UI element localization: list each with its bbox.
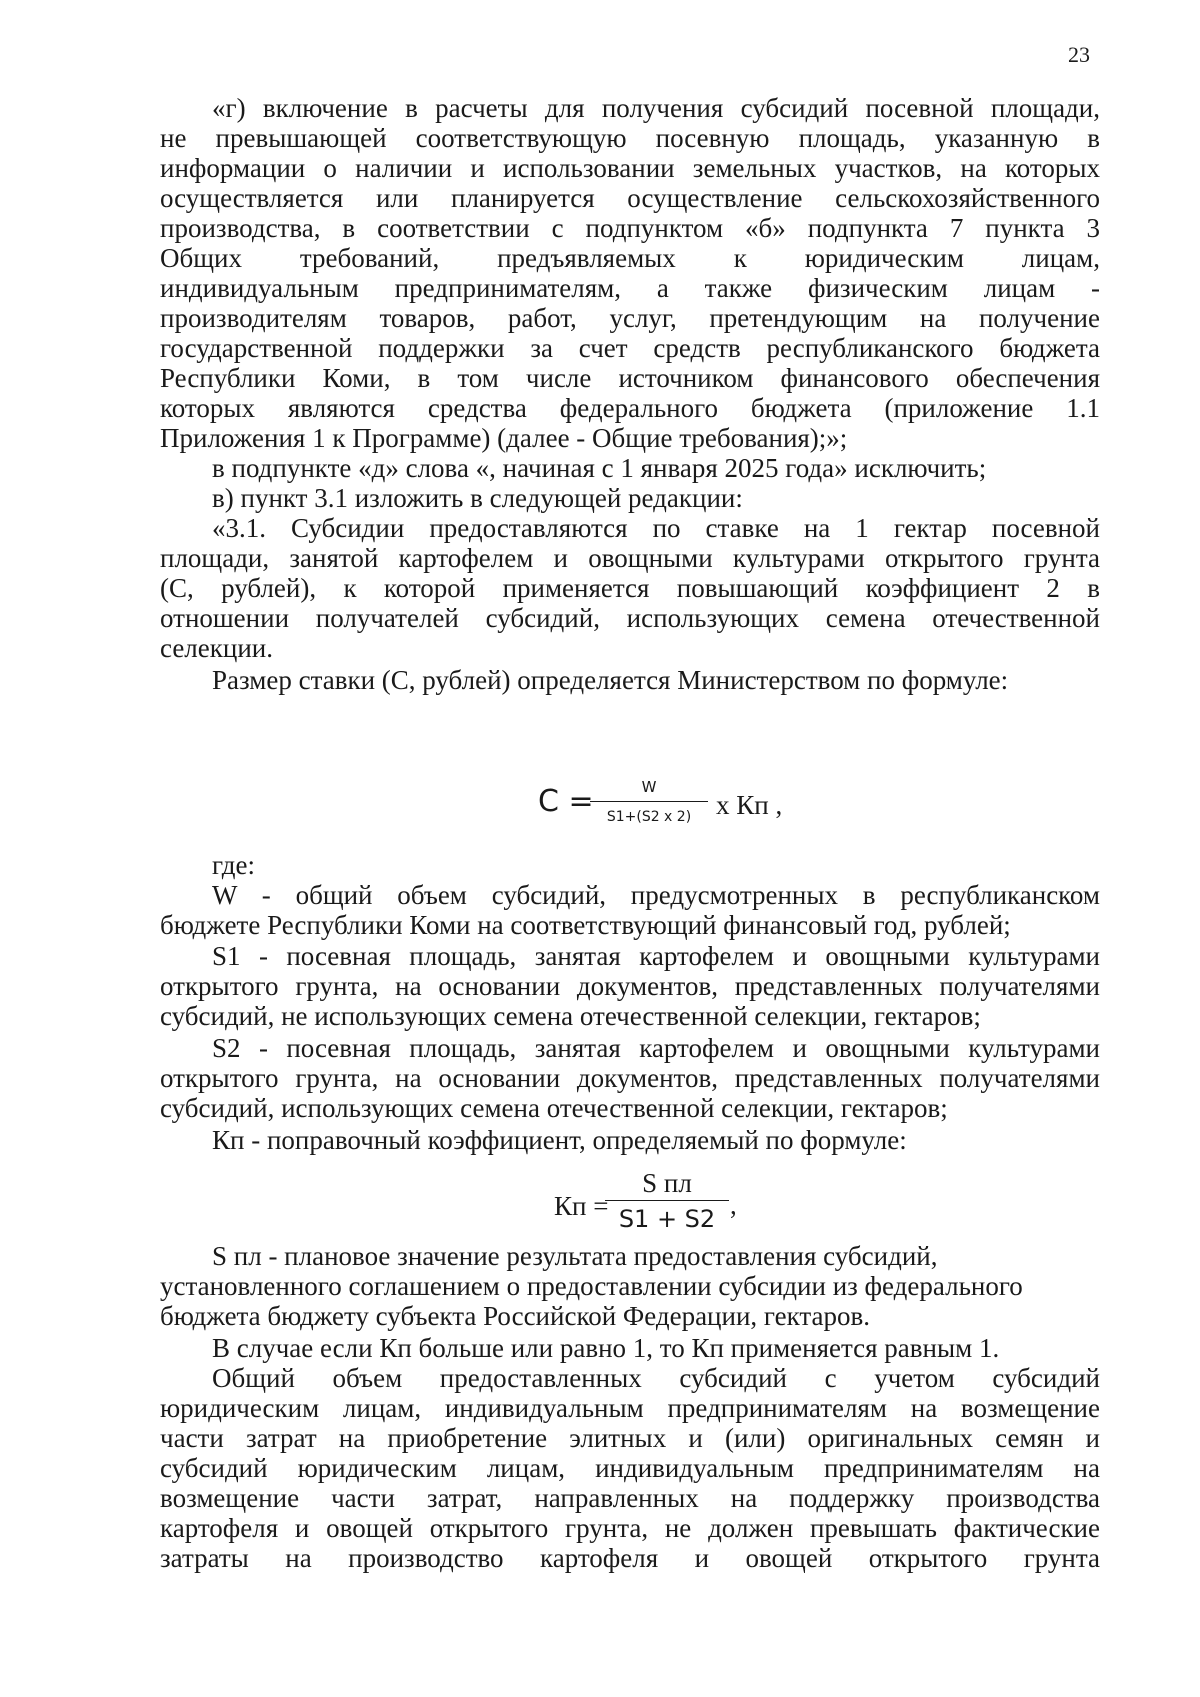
text-line: открытого грунта, на основании документов, представленных получателями	[160, 1063, 1100, 1093]
text-line: которых являются средства федерального бюджета (приложение 1.1	[160, 393, 1100, 423]
text-line: S пл - плановое значение результата предоставления субсидий,	[212, 1241, 938, 1271]
text-line: Приложения 1 к Программе) (далее - Общие требования);»;	[160, 423, 848, 453]
formula-fraction	[590, 776, 708, 828]
text-line: W - общий объем субсидий, предусмотренных в республиканском	[212, 880, 1100, 910]
text-line: Общих требований, предъявляемых к юридическим лицам,	[160, 243, 1100, 273]
page-number: 23	[1068, 42, 1090, 67]
text-line: «г) включение в расчеты для получения субсидий посевной площади,	[212, 93, 1100, 123]
text-line: «3.1. Субсидии предоставляются по ставке на 1 гектар посевной	[212, 513, 1100, 543]
text-line: информации о наличии и использовании земельных участков, на которых	[160, 153, 1100, 183]
formula-numerator: W	[641, 778, 657, 796]
text-line: затраты на производство картофеля и овощей открытого грунта	[160, 1543, 1100, 1573]
text-line: возмещение части затрат, направленных на поддержку производства	[160, 1483, 1100, 1513]
text-line: открытого грунта, на основании документов, представленных получателями	[160, 971, 1100, 1001]
text-line: в подпункте «д» слова «, начиная с 1 января 2025 года» исключить;	[212, 453, 987, 483]
text-line: В случае если Кп больше или равно 1, то Кп применяется равным 1.	[212, 1333, 1000, 1363]
text-line: индивидуальным предпринимателям, а также физическим лицам -	[160, 273, 1100, 303]
text-line: отношении получателей субсидий, использующих семена отечественной	[160, 603, 1100, 633]
text-line: осуществляется или планируется осуществление сельскохозяйственного	[160, 183, 1100, 213]
text-line: субсидий, не использующих семена отечественной селекции, гектаров;	[160, 1001, 981, 1031]
text-line: Республики Коми, в том числе источником финансового обеспечения	[160, 363, 1100, 393]
text-line: части затрат на приобретение элитных и (или) оригинальных семян и	[160, 1423, 1100, 1453]
text-line: бюджете Республики Коми на соответствующий финансовый год, рублей;	[160, 910, 1011, 940]
text-line: S1 - посевная площадь, занятая картофелем и овощными культурами	[212, 941, 1100, 971]
text-line: государственной поддержки за счет средств республиканского бюджета	[160, 333, 1100, 363]
text-line: (С, рублей), к которой применяется повышающий коэффициент 2 в	[160, 573, 1100, 603]
formula-rhs: x Кп ,	[716, 790, 783, 820]
text-line: картофеля и овощей открытого грунта, не должен превышать фактические	[160, 1513, 1100, 1543]
text-line: Кп - поправочный коэффициент, определяемый по формуле:	[212, 1125, 907, 1155]
text-line: бюджета бюджету субъекта Российской Федерации, гектаров.	[160, 1301, 870, 1331]
text-line: юридическим лицам, индивидуальным предпринимателям на возмещение	[160, 1393, 1100, 1423]
text-line: в) пункт 3.1 изложить в следующей редакции:	[212, 483, 743, 513]
text-line: S2 - посевная площадь, занятая картофелем и овощными культурами	[212, 1033, 1100, 1063]
text-line: селекции.	[160, 633, 273, 663]
text-line: субсидий, использующих семена отечественной селекции, гектаров;	[160, 1093, 948, 1123]
text-line: производства, в соответствии с подпунктом «б» подпункта 7 пункта 3	[160, 213, 1100, 243]
text-line: где:	[212, 850, 255, 880]
formula-numerator: S пл	[642, 1168, 692, 1198]
formula-lhs: Кп =	[554, 1191, 609, 1221]
text-line: Общий объем предоставленных субсидий с учетом субсидий	[212, 1363, 1100, 1393]
text-line: производителям товаров, работ, услуг, претендующим на получение	[160, 303, 1100, 333]
text-line: субсидий юридическим лицам, индивидуальным предпринимателям на	[160, 1453, 1100, 1483]
text-line: площади, занятой картофелем и овощными культурами открытого грунта	[160, 543, 1100, 573]
formula-rhs: ,	[730, 1190, 737, 1220]
text-line: установленного соглашением о предоставлении субсидии из федерального	[160, 1271, 1023, 1301]
formula-fraction	[605, 1166, 729, 1237]
text-line: не превышающей соответствующую посевную площадь, указанную в	[160, 123, 1100, 153]
text-line: Размер ставки (С, рублей) определяется Министерством по формуле:	[212, 665, 1009, 695]
fraction-bar	[590, 801, 708, 802]
formula-denominator: S1+(S2 x 2)	[606, 809, 692, 825]
formula-denominator: S1 + S2	[618, 1205, 716, 1233]
formula-lhs: C =	[538, 784, 594, 819]
